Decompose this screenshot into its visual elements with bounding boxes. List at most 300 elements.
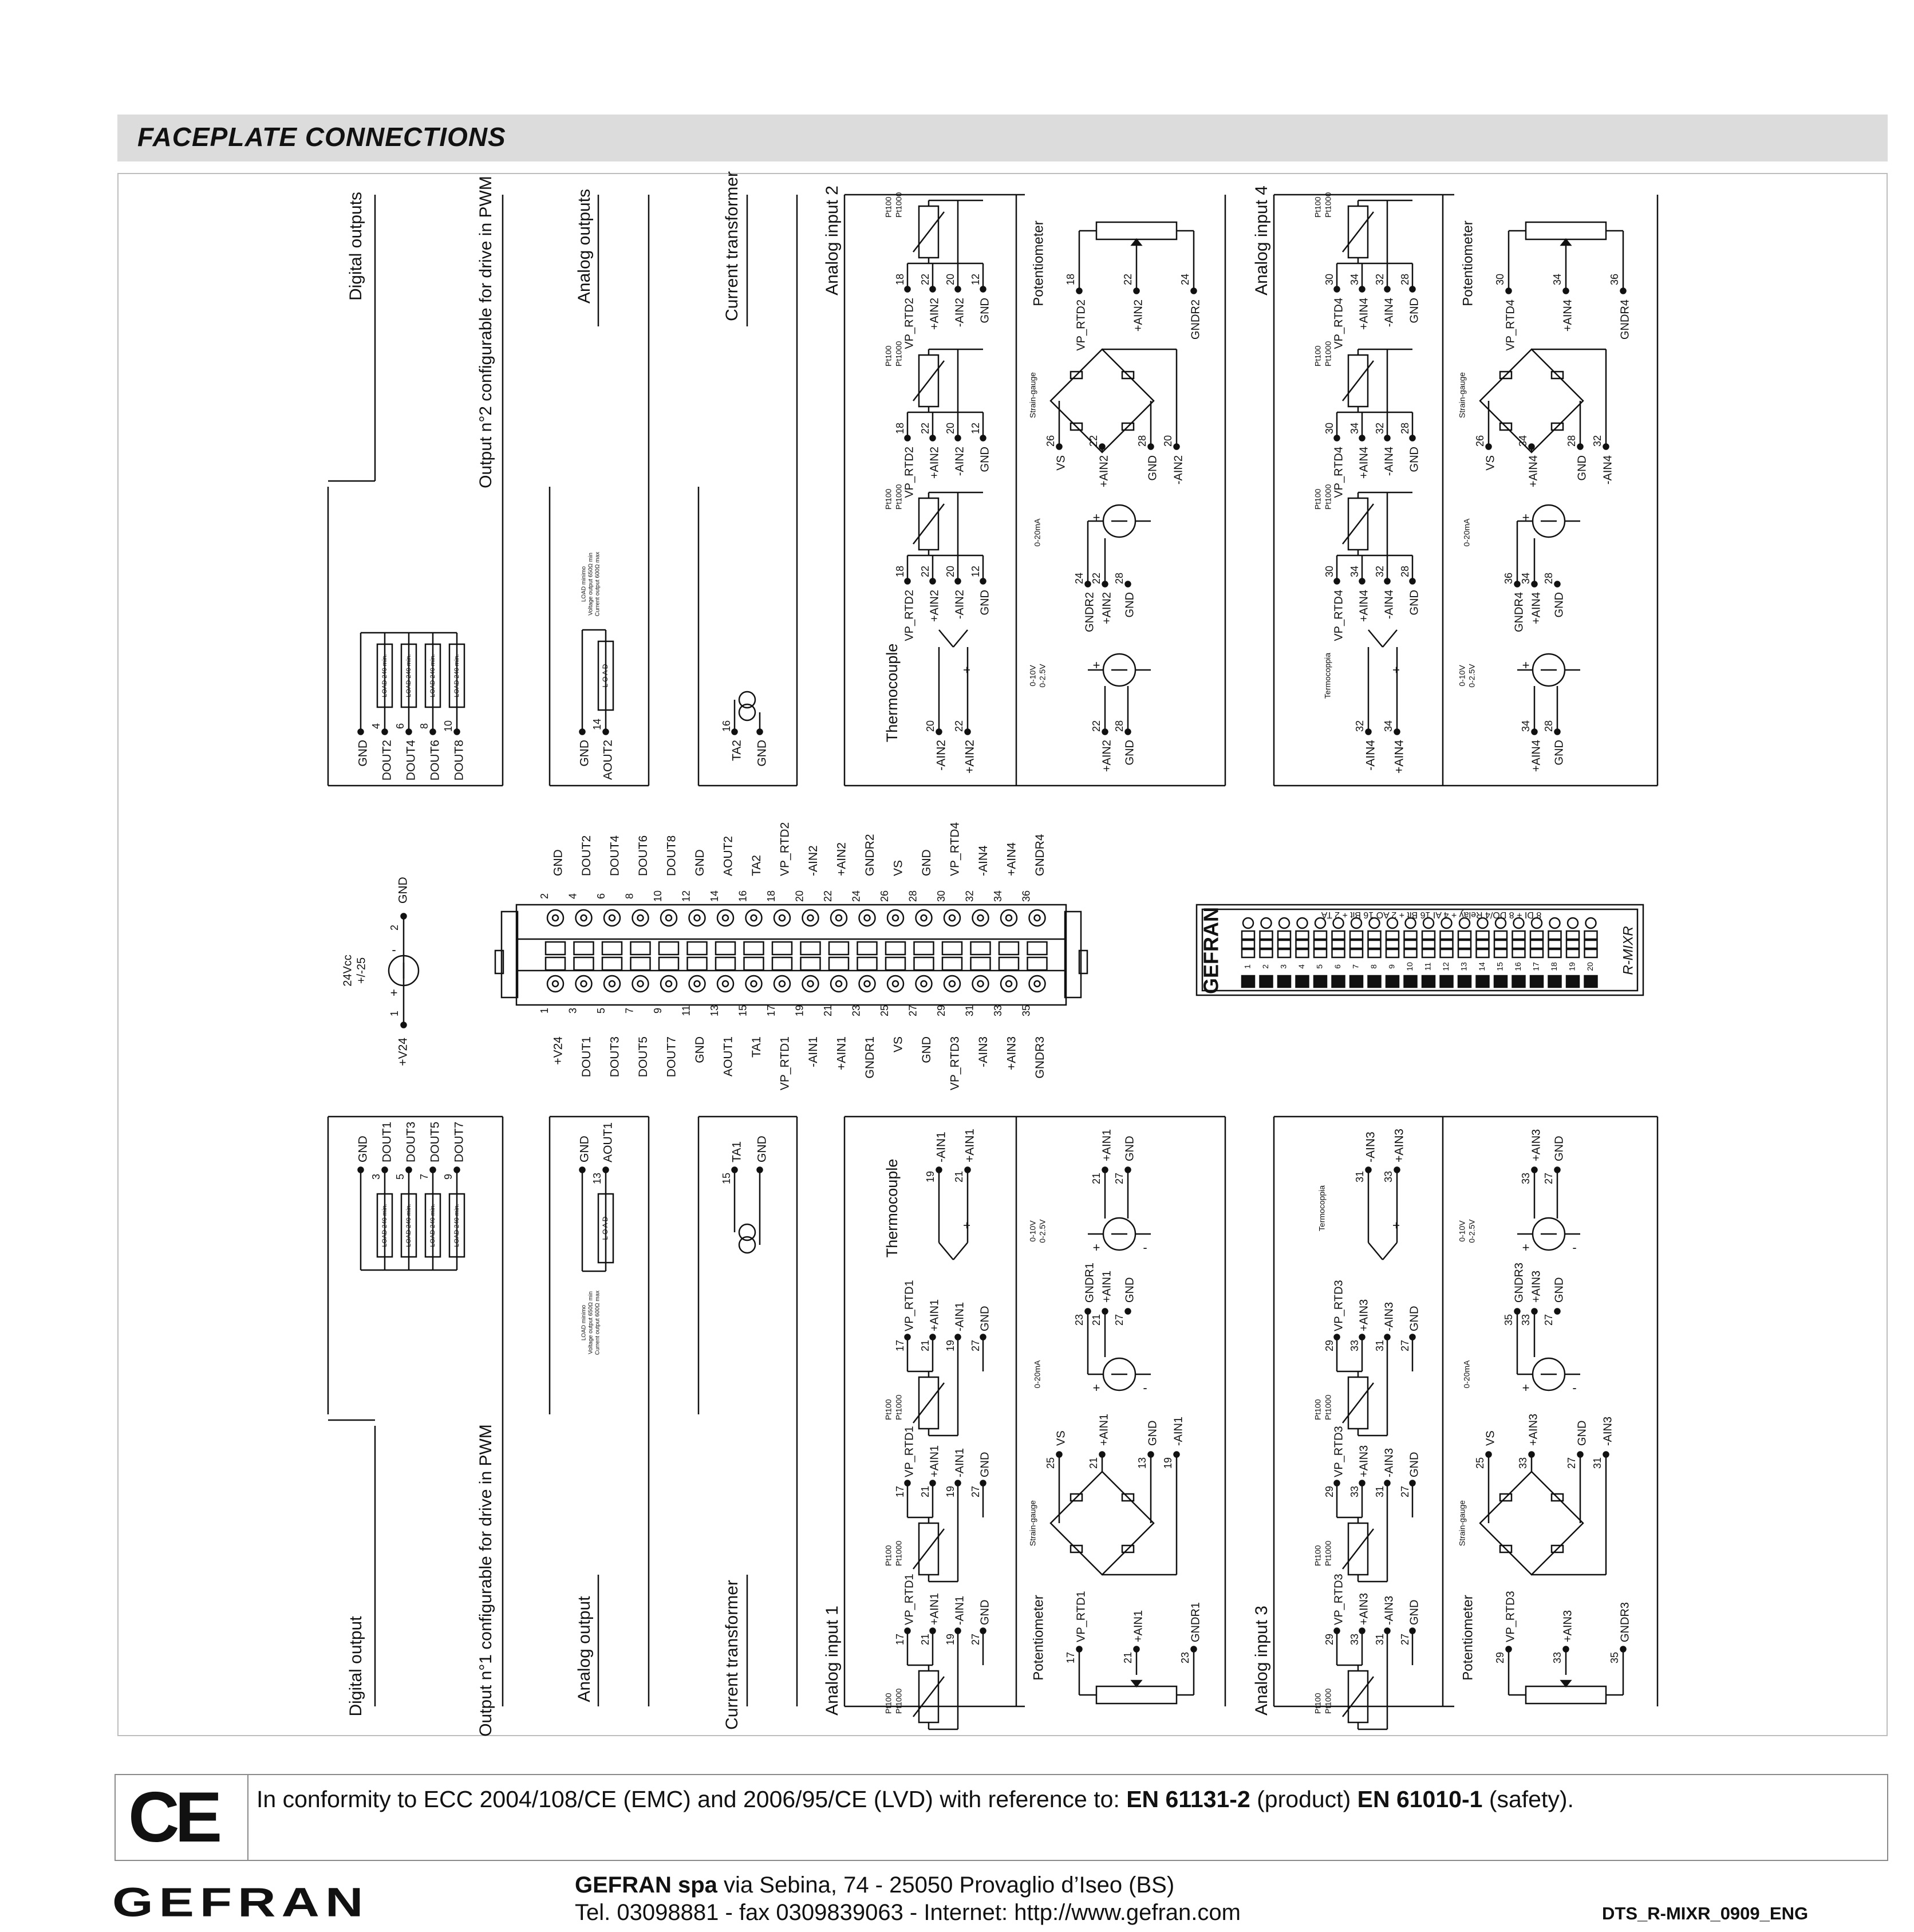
screw-bottom [944,976,960,992]
module-cell [1441,940,1453,948]
polarity: + [1522,1380,1530,1395]
load-note: Voltage output 650Ω min [587,1291,594,1354]
terminal-dot [358,730,364,735]
screw-bottom [774,976,790,992]
terminal-dot [981,436,986,441]
pin-number: 27 [1565,1457,1577,1469]
screw-bottom [604,976,620,992]
terminal-dot [732,1168,737,1173]
pin-label: GNDR1 [1189,1602,1202,1642]
tc-leg [953,1243,968,1260]
pin-label: +AIN2 [1098,455,1111,488]
module-brand: GEFRAN [1199,907,1223,994]
module-cell [1422,931,1435,939]
pin-label: GND [978,1452,992,1477]
conformity-part-3: (safety). [1482,1786,1574,1812]
terminal-cell [659,942,678,955]
ma-range-label: 0-20mA [1462,1360,1471,1389]
module-cell [1441,949,1453,957]
pt100-label: Pt100 [883,1693,893,1714]
screw-top-center [779,915,785,921]
pin-label: +AIN4 [1357,590,1371,622]
pin-number: 1 [388,1010,400,1017]
terminal-number-top: 16 [737,890,749,902]
pin-number: 27 [969,1485,981,1498]
pin-label: +V24 [396,1038,410,1066]
module-cell [1368,949,1381,957]
pin-number: 27 [1399,1485,1411,1498]
pin-label: GND [1576,455,1589,481]
ain1-rtd-c-rtd-slash [913,1677,944,1717]
pin-label: -AIN3 [1383,1448,1396,1477]
module-slot-number: 13 [1459,962,1469,971]
pin-number: 31 [1374,1339,1386,1352]
pin-label: +AIN2 [928,447,941,479]
module-cell [1404,949,1417,957]
pin-label: +AIN4 [1561,299,1574,332]
pin-label: GND [396,877,410,904]
module-led [1585,976,1597,987]
pin-label: GND [1408,590,1421,616]
pin-label: VP_RTD1 [903,1426,916,1477]
pin-label: -AIN1 [934,1131,948,1162]
pin-number: 17 [894,1485,906,1498]
module-cell [1332,940,1345,948]
thermocouple-label: Termocoppia [1317,1185,1327,1232]
pin-number: 22 [919,273,931,286]
terminal-cell [1028,957,1047,970]
ct-coil [739,1237,755,1253]
screw-top-center [723,915,728,921]
pin-label: -AIN3 [1383,1595,1396,1625]
pin-label: +AIN4 [1392,740,1406,774]
pin-label: DOUT7 [452,1121,466,1162]
module-led [1494,976,1507,987]
pin-label: VS [1055,455,1068,471]
pin-number: 23 [1179,1651,1191,1664]
module-cell [1260,940,1273,948]
module-cell [1278,940,1291,948]
pin-label: +AIN2 [1100,592,1114,625]
module-slot-number: 11 [1423,962,1432,971]
terminal-dot [1555,730,1560,735]
pin-number: 28 [1542,572,1554,585]
terminal-label-top: VP_RTD2 [778,822,792,876]
tc-leg [1383,1243,1397,1260]
v-range-label: 0-2.5V [1037,1219,1047,1243]
terminal-dot [1410,579,1415,584]
pin-number: 36 [1502,572,1514,585]
standard-safety: EN 61010-1 [1357,1786,1483,1812]
terminal-label-bottom: DOUT3 [608,1036,622,1078]
screw-top [859,910,875,926]
module-cell [1368,931,1381,939]
pin-label: +AIN3 [1561,1610,1574,1642]
pt100-label: Pt100 [883,488,893,510]
terminal-dot [1385,287,1390,292]
pin-label: +AIN2 [1132,299,1145,332]
terminal-cell [801,957,820,970]
terminal-label-bottom: GNDR1 [863,1036,877,1079]
pin-label: GND [1146,455,1159,481]
terminal-dot [930,1335,936,1340]
digital-output-title: Digital output [346,1616,365,1717]
pin-label: TA1 [730,1141,744,1162]
terminal-dot [1410,1335,1415,1340]
pin-number: 31 [1353,1170,1366,1183]
screw-bottom [746,976,762,992]
ain3-sg-bridge [1480,1472,1583,1575]
ce-mark: CE [128,1778,218,1857]
ain2-pot-pot-body [1096,222,1177,239]
terminal-dot [981,579,986,584]
terminal-cell [914,942,934,955]
ain3-pot-pot-body [1526,1686,1606,1704]
screw-bottom-center [609,981,615,987]
screw-top [1001,910,1017,926]
analog-input-1-title: Analog input 1 [822,1606,842,1716]
strain-gauge-label: Strain-gauge [1028,372,1037,419]
terminal-label-bottom: TA1 [750,1036,764,1058]
pin-label: AOUT2 [601,740,615,780]
screw-top-center [949,915,955,921]
pin-number: 34 [1551,273,1563,286]
module-slot-number: 9 [1387,964,1396,969]
terminal-number-bottom: 15 [737,1004,749,1017]
screw-top [746,910,762,926]
screw-bottom [633,976,649,992]
analog-outputs-title: Analog outputs [574,188,594,304]
terminal-dot [981,1335,986,1340]
module-cell [1494,931,1507,939]
terminal-dot [1410,436,1415,441]
terminal-number-bottom: 29 [935,1004,947,1017]
screw-bottom [916,976,932,992]
pin-label: GND [1123,1277,1136,1303]
terminal-cell [829,957,849,970]
screw-bottom-center [694,981,700,987]
conformity-part-1: In conformity to ECC 2004/108/CE (EMC) and 2006/95/CE (LVD) with reference to: [256,1786,1127,1812]
terminal-number-top: 10 [652,890,664,902]
screw-top-center [836,915,842,921]
module-cell [1477,931,1489,939]
pin-number: 33 [1348,1633,1360,1646]
screw-top-center [921,915,927,921]
pin-label: -AIN1 [953,1595,966,1625]
terminal-cell [688,957,707,970]
module-slot-number: 5 [1315,964,1324,969]
ain2-rtd-c-rtd-slash [913,504,944,544]
pin-label: -AIN2 [953,298,966,328]
pin-number: 21 [1090,1172,1102,1185]
load-note: Voltage output 650Ω min [587,553,594,616]
terminal-cell [858,942,877,955]
module-led [1242,976,1254,987]
screw-top [576,910,592,926]
terminal-cell [942,957,962,970]
screw-top-center [553,915,558,921]
screw-bottom-center [865,981,870,987]
pin-label: +AIN4 [1530,592,1543,625]
pin-number: 29 [1323,1485,1335,1498]
terminal-label-top: AOUT2 [721,835,735,876]
terminal-label-top: -AIN4 [977,845,990,876]
polarity: - [1143,1240,1147,1255]
terminal-number-top: 12 [680,890,692,902]
pin-number: 29 [1494,1651,1506,1664]
module-cell [1278,949,1291,957]
ma-range-label: 0-20mA [1032,1360,1042,1389]
pt100-label: Pt100 [883,345,893,366]
pin-label: +AIN1 [1132,1610,1145,1642]
v-range-label: 0-2.5V [1037,664,1047,688]
module-cell [1296,949,1309,957]
pin-number: 34 [1382,720,1394,732]
pin-number: 27 [1542,1314,1554,1326]
pin-label: VS [1484,1430,1497,1446]
tc-leg [1368,630,1383,647]
gefran-logo: GEFRAN [112,1879,369,1926]
pin-number: 19 [1162,1457,1174,1469]
module-cell [1260,931,1273,939]
module-led [1549,976,1561,987]
ct-coil [739,692,755,708]
module-cell [1296,940,1309,948]
load-label: LOAD 240 min. [381,1204,388,1247]
pin-number: 24 [1073,572,1085,585]
wiper-arrow [1132,239,1141,245]
screw-top [689,910,705,926]
terminal-number-bottom: 25 [878,1004,890,1017]
module-cell [1350,931,1363,939]
pt100-label: Pt100 [1313,1545,1323,1566]
pin-label: +AIN2 [928,590,941,622]
pin-number: 9 [442,1173,454,1180]
module-slot-number: 15 [1495,962,1505,971]
terminal-label-bottom: -AIN3 [977,1036,990,1067]
terminal-cell [602,942,622,955]
pin-label: -AIN2 [934,740,948,771]
screw-bottom-center [581,981,587,987]
terminal-cell [999,942,1019,955]
terminal-number-top: 4 [567,893,579,900]
supply-section [341,877,419,1066]
terminal-number-bottom: 7 [623,1007,636,1014]
terminal-dot [431,1168,436,1173]
pin-label: GND [1123,592,1136,618]
module-slot-number: 12 [1441,962,1451,971]
terminal-cell [574,942,594,955]
terminal-dot [1604,1452,1609,1457]
terminal-label-bottom: DOUT5 [637,1036,650,1078]
polarity: + [1092,510,1100,525]
pin-number: 34 [1348,565,1360,578]
screw-top [944,910,960,926]
screw-top-center [751,915,757,921]
screw-bottom-center [1006,981,1012,987]
terminal-label-bottom: GND [693,1036,707,1063]
module-led [1314,976,1327,987]
pin-label: -AIN4 [1364,740,1378,771]
polarity: - [392,942,396,957]
terminal-dot [1410,287,1415,292]
pt100-label: Pt100 [1313,345,1323,366]
terminal-dot [930,287,936,292]
polarity: + [959,1221,974,1229]
street-address: via Sebina, 74 - 25050 Provaglio d’Iseo (BS) [717,1872,1175,1898]
terminal-dot [905,1335,910,1340]
pin-number: 31 [1374,1633,1386,1646]
terminal-dot [956,1629,961,1634]
pin-number: 13 [591,1172,603,1185]
terminal-dot [1529,444,1534,450]
screw-bottom [887,976,903,992]
pin-number: 21 [919,1633,931,1646]
module-led [1296,976,1309,987]
pin-label: GND [755,740,769,767]
module-cell [1530,940,1543,948]
pin-number: 34 [1520,572,1532,585]
pin-number: 28 [1565,435,1577,447]
terminal-cell [886,942,905,955]
terminal-cell [801,942,820,955]
pin-label: GND [978,298,992,324]
pin-label: VP_RTD2 [903,298,916,349]
pin-label: GND [1576,1420,1589,1446]
terminal-dot [1335,1481,1340,1486]
pin-label: GND [1123,740,1136,766]
terminal-dot [956,436,961,441]
load-note: Current output 600Ω max [594,551,601,617]
wiper-arrow [1561,1681,1570,1686]
pin-number: 21 [919,1485,931,1498]
pin-label: -AIN3 [1364,1131,1378,1162]
load-note: Current output 600Ω max [594,1290,601,1355]
module-screw [1586,918,1596,928]
pin-label: VP_RTD1 [1075,1591,1088,1642]
pin-label: DOUT4 [404,740,418,781]
pin-label: GND [1408,1452,1421,1477]
pin-label: VP_RTD4 [1332,590,1345,641]
pin-number: 3 [370,1173,382,1180]
terminal-number-bottom: 11 [680,1005,692,1016]
terminal-number-bottom: 27 [907,1004,919,1017]
screw-bottom [831,976,847,992]
ain4-rtd-c-rtd-slash [1343,504,1374,544]
screw-top-center [638,915,644,921]
pin-label: -AIN2 [953,447,966,476]
module-cell [1458,940,1471,948]
terminal-cell [574,957,594,970]
pin-label: GND [978,1306,992,1331]
pin-label: VP_RTD2 [903,447,916,498]
terminal-number-top: 36 [1020,890,1032,902]
terminal-number-top: 30 [935,890,947,902]
terminal-dot [1564,289,1569,294]
terminal-dot [1057,444,1062,450]
pt1000-label: Pt1000 [894,1394,903,1420]
pin-label: +AIN2 [928,298,941,330]
pin-number: 19 [944,1633,956,1646]
pin-label: GNDR2 [1189,299,1202,340]
module-cell [1477,940,1489,948]
module-slot-number: 6 [1333,964,1343,969]
terminal-dot [1057,1452,1062,1457]
digital-pwm-title: Output n°1 configurable for drive in PWM [476,1424,495,1737]
pin-label: -AIN3 [1601,1416,1615,1446]
tc-leg [1368,1243,1383,1260]
pin-label: VP_RTD3 [1504,1591,1517,1642]
terminal-dot [431,730,436,735]
terminal-dot [905,579,910,584]
pin-number: 26 [1474,435,1486,447]
conformity-box [115,1774,1888,1861]
terminal-label-top: TA2 [750,855,764,876]
terminal-number-bottom: 3 [567,1007,579,1014]
terminal-dot [757,1168,763,1173]
ain4-pot-pot-body [1526,222,1606,239]
terminal-dot [930,436,936,441]
page-title: FACEPLATE CONNECTIONS [137,122,506,152]
terminal-dot [956,1335,961,1340]
terminal-number-top: 14 [708,890,720,902]
pin-number: 22 [1122,273,1134,286]
terminal-label-top: -AIN2 [807,845,820,876]
pin-number: 30 [1323,565,1335,578]
pin-label: +AIN4 [1530,740,1543,772]
pin-number: 27 [1399,1633,1411,1646]
terminal-cell [546,957,565,970]
screw-top [774,910,790,926]
ma-range-label: 0-20mA [1462,518,1471,547]
pin-label: AOUT1 [601,1122,615,1162]
module-cell [1242,949,1254,957]
terminal-dot [1191,289,1197,294]
terminal-cell [772,942,792,955]
terminal-dot [580,730,585,735]
pin-number: 30 [1494,273,1506,286]
ain2-rtd-a-rtd-slash [913,212,944,252]
pin-number: 12 [969,565,981,578]
pin-label: VP_RTD4 [1332,447,1345,498]
module-led [1278,976,1291,987]
module-screw [1568,918,1578,928]
module-screw [1261,918,1272,928]
pin-number: 21 [1087,1457,1099,1469]
pin-number: 14 [591,718,603,731]
conformity-part-2: (product) [1250,1786,1357,1812]
ain2-rtd-b-rtd-slash [913,361,944,401]
pin-number: 12 [969,273,981,286]
terminal-dot [1134,289,1139,294]
pin-label: +AIN1 [963,1129,977,1162]
pin-number: 33 [1551,1651,1563,1664]
screw-bottom-center [553,981,558,987]
terminal-dot [382,730,388,735]
terminal-cell [602,957,622,970]
module-cell [1566,931,1579,939]
module-cell [1530,949,1543,957]
terminal-dot [1410,1481,1415,1486]
terminal-dot [1149,1452,1154,1457]
pin-number: 29 [1323,1633,1335,1646]
pin-number: 22 [953,720,965,732]
terminal-dot [1532,582,1537,587]
pin-number: 34 [1348,273,1360,286]
pin-label: GND [1408,1306,1421,1331]
terminal-dot [1360,579,1365,584]
terminal-dot [1486,444,1491,450]
